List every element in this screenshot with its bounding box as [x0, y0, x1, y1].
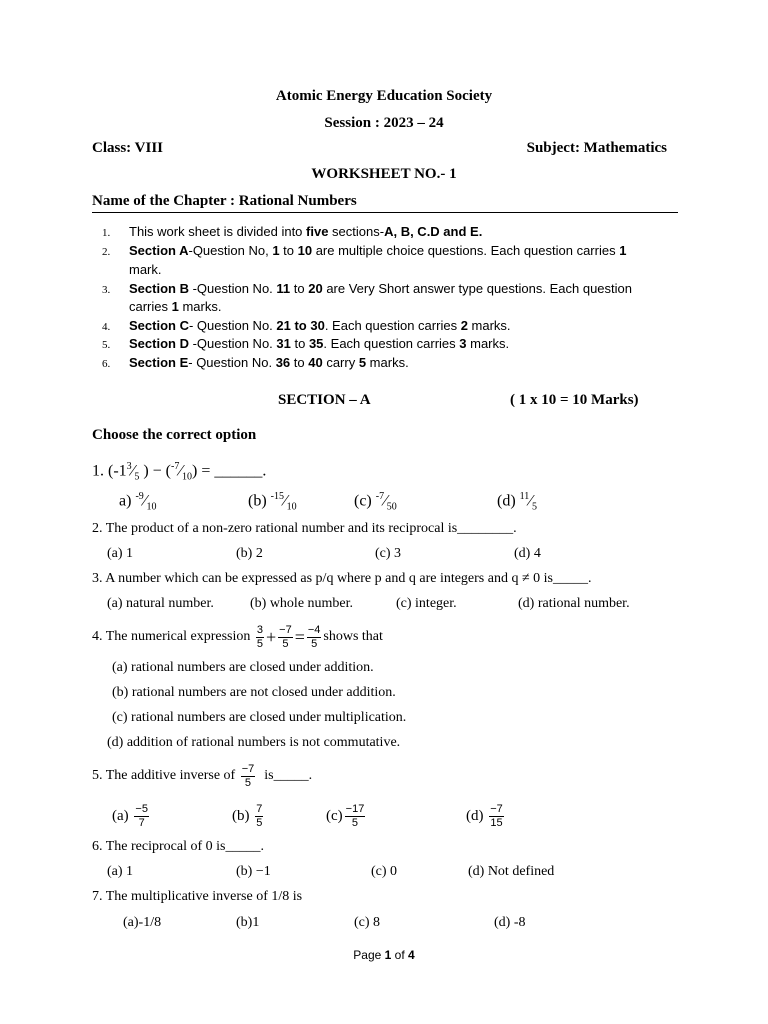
- q5-option-d[interactable]: (d) $\frac{-7}{15}$: [466, 802, 503, 829]
- page-number: Page 1 of 4: [353, 948, 415, 962]
- instruction-item: Section C- Question No. 21 to 30. Each question carries 2 marks.: [129, 318, 511, 333]
- q2-option-a[interactable]: (a) 1: [107, 546, 134, 561]
- question-7: 7. The multiplicative inverse of 1/8 is: [92, 889, 303, 904]
- section-title: SECTION – A: [278, 392, 371, 408]
- q2-option-d[interactable]: (d) 4: [514, 546, 541, 561]
- class-label: Class: VIII: [92, 140, 163, 156]
- fraction: $\frac{-4}{5}$: [307, 623, 321, 650]
- q5-option-a[interactable]: (a) $\frac{-5}{7}$: [112, 802, 148, 829]
- q6-option-a[interactable]: (a) 1: [107, 864, 134, 879]
- instruction-item: This work sheet is divided into five sections-A, B, C.D and E.: [129, 224, 483, 239]
- q4-option-a[interactable]: (a) rational numbers are closed under addition.: [112, 660, 374, 675]
- fraction: $\frac{3}{5}$: [256, 623, 263, 650]
- q4-option-b[interactable]: (b) rational numbers are not closed under addition.: [112, 685, 396, 700]
- worksheet-title: WORKSHEET NO.- 1: [311, 166, 457, 182]
- instruction-item: Section B -Question No. 11 to 20 are Very Short answer type questions. Each question: [129, 281, 632, 296]
- q4-option-d[interactable]: (d) addition of rational numbers is not commutative.: [107, 735, 401, 750]
- q3-option-b[interactable]: (b) whole number.: [250, 596, 354, 611]
- question-6: 6. The reciprocal of 0 is_____.: [92, 839, 264, 854]
- q3-option-d[interactable]: (d) rational number.: [518, 596, 630, 611]
- q5-option-b[interactable]: (b) $\frac{7}{5}$: [232, 802, 263, 829]
- q5-option-c[interactable]: (c) $\frac{-17}{5}$: [326, 802, 365, 829]
- q6-option-c[interactable]: (c) 0: [371, 864, 398, 879]
- fraction: $\frac{-7}{5}$: [279, 623, 292, 650]
- chapter-label: Name of the Chapter : Rational Numbers: [92, 193, 357, 209]
- instruction-item: Section E- Question No. 36 to 40 carry 5 marks.: [129, 355, 409, 370]
- q3-option-c[interactable]: (c) integer.: [396, 596, 457, 611]
- q7-option-b[interactable]: (b)1: [236, 915, 260, 930]
- q7-option-c[interactable]: (c) 8: [354, 915, 381, 930]
- section-marks: ( 1 x 10 = 10 Marks): [510, 392, 639, 408]
- q7-option-d[interactable]: (d) -8: [494, 915, 526, 930]
- question-2: 2. The product of a non-zero rational number and its reciprocal is________.: [92, 521, 517, 536]
- q1-option-b[interactable]: (b) $^{-15}⁄_{10}$: [248, 491, 297, 513]
- q7-option-a[interactable]: (a)-1/8: [123, 915, 162, 930]
- instruction-item: Section D -Question No. 31 to 35. Each question carries 3 marks.: [129, 336, 510, 351]
- question-1: 1. ($-1^3⁄_5$ ) − $(^{-7}⁄_{10})$ = ______.: [92, 461, 267, 483]
- question-4: 4. The numerical expression $\frac{3}{5}$ + $\frac{-7}{5}$ = $\frac{-4}{5}$ shows that: [92, 623, 383, 650]
- header-divider: [92, 212, 678, 213]
- q1-option-c[interactable]: (c) $^{-7}⁄_{50}$: [354, 491, 397, 513]
- q2-option-b[interactable]: (b) 2: [236, 546, 263, 561]
- org-title: Atomic Energy Education Society: [275, 88, 493, 104]
- q1-option-d[interactable]: (d) $^{11}⁄_5$: [497, 491, 537, 513]
- q4-option-c[interactable]: (c) rational numbers are closed under multiplication.: [112, 710, 407, 725]
- fraction: $\frac{-7}{5}$: [241, 762, 255, 789]
- q6-option-d[interactable]: (d) Not defined: [468, 864, 555, 879]
- question-5: 5. The additive inverse of $\frac{-7}{5}$ is_____.: [92, 762, 313, 789]
- subject-label: Subject: Mathematics: [526, 140, 667, 156]
- session-label: Session : 2023 – 24: [324, 115, 444, 131]
- instruction-item: Section A-Question No, 1 to 10 are multiple choice questions. Each question carries 1: [129, 243, 627, 258]
- q6-option-b[interactable]: (b) −1: [236, 864, 271, 879]
- question-3: 3. A number which can be expressed as p/q where p and q are integers and q ≠ 0 is_____.: [92, 571, 592, 586]
- section-directive: Choose the correct option: [92, 427, 257, 443]
- q1-option-a[interactable]: a) $^{-9}⁄_{10}$: [119, 491, 157, 513]
- q3-option-a[interactable]: (a) natural number.: [107, 596, 214, 611]
- q2-option-c[interactable]: (c) 3: [375, 546, 402, 561]
